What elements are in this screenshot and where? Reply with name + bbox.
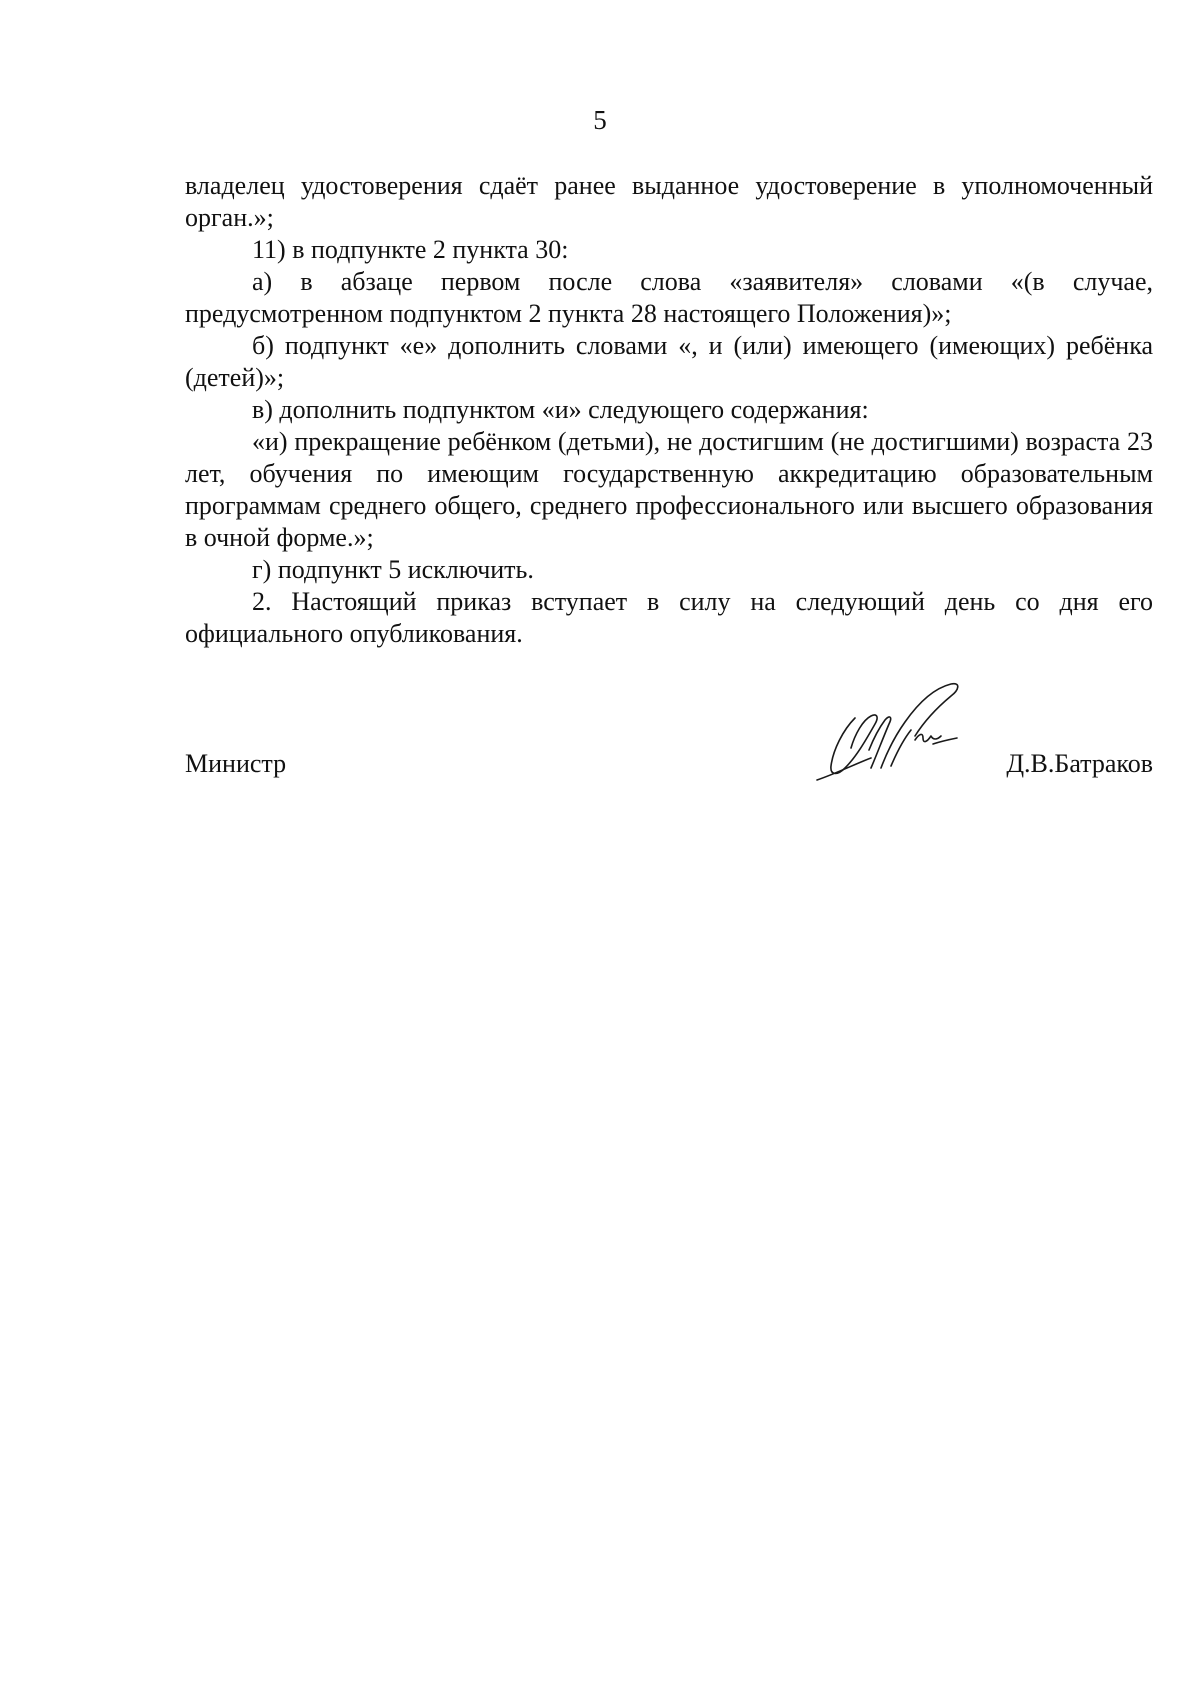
signatory-name: Д.В.Батраков (1006, 749, 1153, 778)
document-body (185, 170, 1153, 650)
paragraph: а) в абзаце первом после слова «заявителя» словами «(в случае, предусмотренном подпунктом 2 пункта 28 настоящего Положения)»; (185, 267, 1153, 328)
paragraph: 11) в подпункте 2 пункта 30: (252, 235, 569, 264)
paragraph: владелец удостоверения сдаёт ранее выданное удостоверение в уполномоченный орган.»; (185, 171, 1153, 232)
paragraph: б) подпункт «е» дополнить словами «, и (или) имеющего (имеющих) ребёнка (детей)»; (185, 331, 1153, 392)
page-number: 5 (593, 105, 607, 135)
paragraph: в) дополнить подпунктом «и» следующего содержания: (252, 395, 869, 424)
paragraph: 2. Настоящий приказ вступает в силу на следующий день со дня его официального опубликования. (185, 587, 1153, 648)
signature-block (185, 680, 1153, 790)
paragraph: г) подпункт 5 исключить. (252, 555, 534, 584)
handwritten-signature (815, 680, 985, 790)
position-title: Министр (185, 749, 287, 778)
paragraph: «и) прекращение ребёнком (детьми), не достигшим (не достигшими) возраста 23 лет, обучения по имеющим государственную аккредитацию образовательным программам среднего общего, среднего профессионального или высшего образования в очной форме.»; (185, 427, 1153, 552)
